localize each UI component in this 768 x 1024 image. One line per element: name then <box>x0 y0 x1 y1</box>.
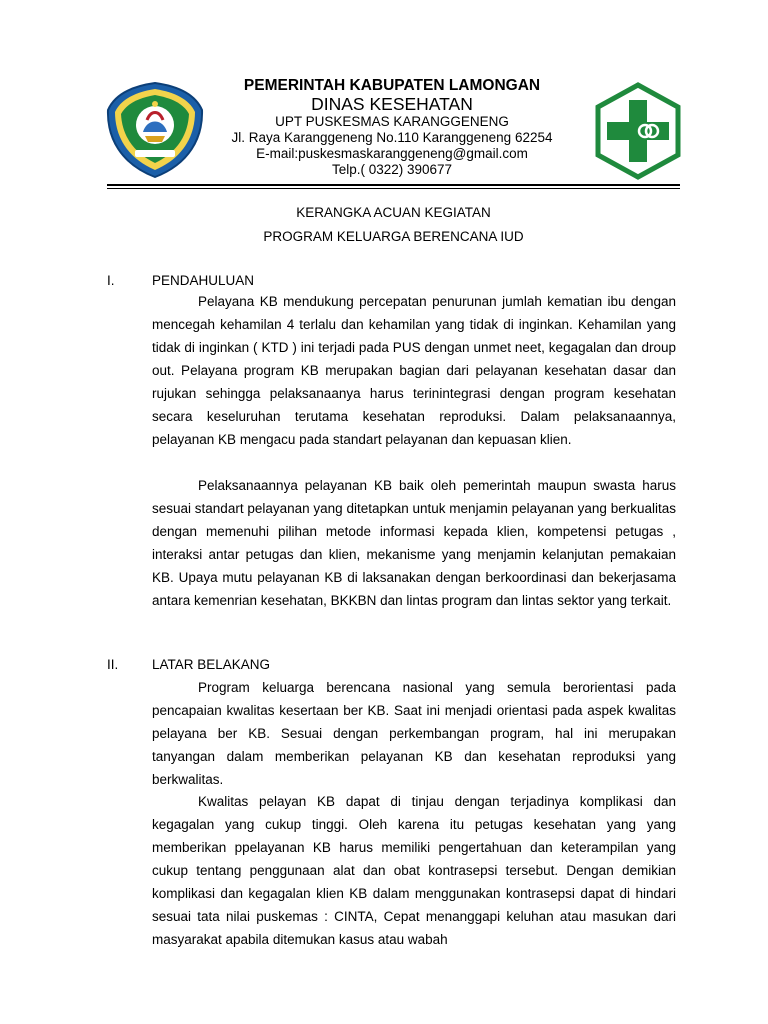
lamongan-regency-emblem-icon <box>105 80 205 180</box>
document-title: KERANGKA ACUAN KEGIATAN <box>296 205 491 220</box>
letterhead-divider-thin <box>107 188 680 189</box>
puskesmas-cross-icon <box>594 82 682 180</box>
letterhead <box>200 78 584 178</box>
letterhead-divider-thick <box>107 184 680 186</box>
section-heading: PENDAHULUAN <box>152 273 255 288</box>
phone: Telp.( 0322) 390677 <box>331 162 453 177</box>
institution-name: UPT PUSKESMAS KARANGGENENG <box>275 114 509 129</box>
address: Jl. Raya Karanggeneng No.110 Karanggeneng 62254 <box>231 130 553 145</box>
email: E-mail:puskesmaskaranggeneng@gmail.com <box>256 146 528 161</box>
section-number: II. <box>107 657 119 672</box>
section-heading: LATAR BELAKANG <box>152 657 271 672</box>
paragraph: Pelayana KB mendukung percepatan penurunan jumlah kematian ibu dengan mencegah kehamilan 4 terlalu dan kehamilan yang tidak di inginkan. Kehamilan yang tidak di inginkan ( KTD ) ini terjadi pada PUS dengan unmet neet, kegagalan dan droup out. Pelayana program KB merupakan bagian dari pelayanan kesehatan dasar dan rujukan sehingga pelaksanaanya harus terinintegrasi dengan program kesehatan secara keseluruhan terutama kesehatan reproduksi. Dalam pelaksanaannya, pelayanan KB mengacu pada standart pelayanan dan kepuasan klien. <box>152 294 676 447</box>
section-number: I. <box>107 273 115 288</box>
paragraph: Program keluarga berencana nasional yang semula berorientasi pada pencapaian kwalitas kesertaan ber KB. Saat ini menjadi orientasi pada aspek kwalitas pelayana ber KB. Sesuai dengan perkembangan program, hal ini merupakan tanyangan dalam memberikan pelayanan KB dan kesehatan reproduksi yang berkwalitas. <box>152 680 676 787</box>
paragraph: Pelaksanaannya pelayanan KB baik oleh pemerintah maupun swasta harus sesuai standart pelayanan yang ditetapkan untuk menjamin pelayanan yang berkualitas dengan memenuhi pilihan metode informasi kepada klien, kompetensi petugas , interaksi antar petugas dan klien, mekanisme yang menjamin kelanjutan pemakaian KB. Upaya mutu pelayanan KB di laksanakan dengan berkoordinasi dan bekerjasama antara kemenrian kesehatan, BKKBN dan lintas program dan lintas sektor yang terkait. <box>152 478 676 608</box>
government-name: PEMERINTAH KABUPATEN LAMONGAN <box>243 77 541 94</box>
agency-name: DINAS KESEHATAN <box>311 94 473 114</box>
paragraph: Kwalitas pelayan KB dapat di tinjau dengan terjadinya komplikasi dan kegagalan yang cukup tinggi. Oleh karena itu petugas kesehatan yang yang memberikan ppelayanan KB harus memiliki pengertahuan dan keterampilan yang cukup tentang penggunaan alat dan obat kontrasepsi tersebut. Dengan demikian komplikasi dan kegagalan klien KB dalam menggunakan kontrasepsi dapat di hindari sesuai tata nilai puskemas : CINTA, Cepat menanggapi keluhan atau masukan dari masyarakat apabila ditemukan kasus atau wabah <box>152 794 676 947</box>
document-subtitle: PROGRAM KELUARGA BERENCANA IUD <box>263 229 524 244</box>
